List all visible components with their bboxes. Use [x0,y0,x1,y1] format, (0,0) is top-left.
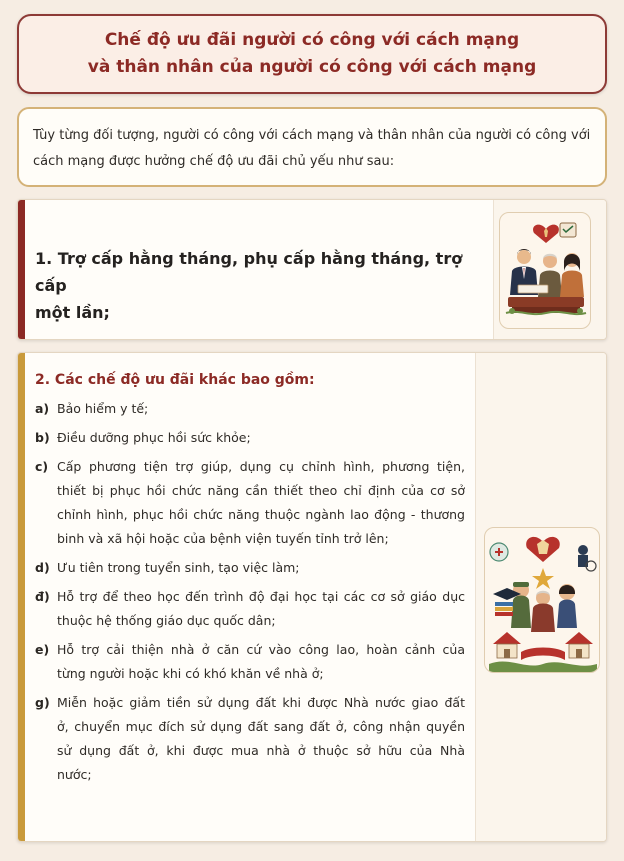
section-1-card [17,199,607,340]
benefit-line: thiết bị phục hồi chức năng cần thiết theo chỉ định của cơ sở [57,483,465,498]
benefits-list [35,397,465,792]
benefit-line: ở, chuyển mục đích sử dụng đất sang đất ở, công nhận quyền [57,719,465,734]
benefit-line: chỉnh hình, phục hồi chức năng thuộc ngành lao động - thương [57,507,465,522]
benefit-line: từng người hoặc khi có khó khăn về nhà ở; [57,666,324,681]
title-line-2: và thân nhân của người có công với cách mạng [87,57,537,77]
benefit-line: Miễn hoặc giảm tiền sử dụng đất khi được Nhà nước giao đất [57,695,465,710]
benefit-mark: đ) [35,589,50,604]
section-2-heading: 2. Các chế độ ưu đãi khác bao gồm: [35,372,315,388]
benefit-line: Bảo hiểm y tế; [57,401,149,416]
benefit-item-dd [35,585,465,633]
benefit-item-d [35,556,465,580]
benefit-mark: c) [35,459,49,474]
benefit-item-a [35,397,465,421]
benefit-mark: d) [35,560,50,575]
intro-line-2: cách mạng được hưởng chế độ ưu đãi chủ yếu như sau: [33,154,395,169]
intro-line-1: Tùy từng đối tượng, người có công với cách mạng và thân nhân của người có công với [33,128,591,143]
benefit-line: binh và xã hội hoặc của bệnh viện tuyến tỉnh trở lên; [57,531,389,546]
benefit-mark: b) [35,430,50,445]
benefit-line: Hỗ trợ cải thiện nhà ở căn cứ vào công lao, hoàn cảnh của [57,642,465,657]
benefit-mark: g) [35,695,50,710]
benefit-line: Cấp phương tiện trợ giúp, dụng cụ chỉnh hình, phương tiện, [57,459,465,474]
family-with-official-illustration [499,212,591,329]
benefit-item-e [35,638,465,686]
benefit-mark: e) [35,642,50,657]
benefit-item-g [35,691,465,787]
benefit-line: thuộc hệ thống giáo dục quốc dân; [57,613,276,628]
benefit-line: nước; [57,767,92,782]
benefit-line: Điều dưỡng phục hồi sức khỏe; [57,430,251,445]
title-line-1: Chế độ ưu đãi người có công với cách mạng [104,30,520,50]
benefit-line: sử dụng đất ở, khi được mua nhà ở thuộc sở hữu của Nhà [57,743,465,758]
veterans-family-benefits-illustration [484,527,600,673]
intro-box [17,107,607,187]
benefit-item-c [35,455,465,551]
benefit-line: Ưu tiên trong tuyển sinh, tạo việc làm; [57,560,300,575]
benefit-mark: a) [35,401,50,416]
section-2-accent-bar [18,353,25,841]
section-1-heading-line-1: 1. Trợ cấp hằng tháng, phụ cấp hằng tháng, trợ cấp [35,249,463,295]
benefit-item-b [35,426,465,450]
title-banner [17,14,607,94]
benefit-line: Hỗ trợ để theo học đến trình độ đại học tại các cơ sở giáo dục [57,589,465,604]
section-1-heading [35,245,485,326]
section-2-card [17,352,607,842]
section-1-heading-line-2: một lần; [35,303,110,322]
section-1-accent-bar [18,200,25,339]
